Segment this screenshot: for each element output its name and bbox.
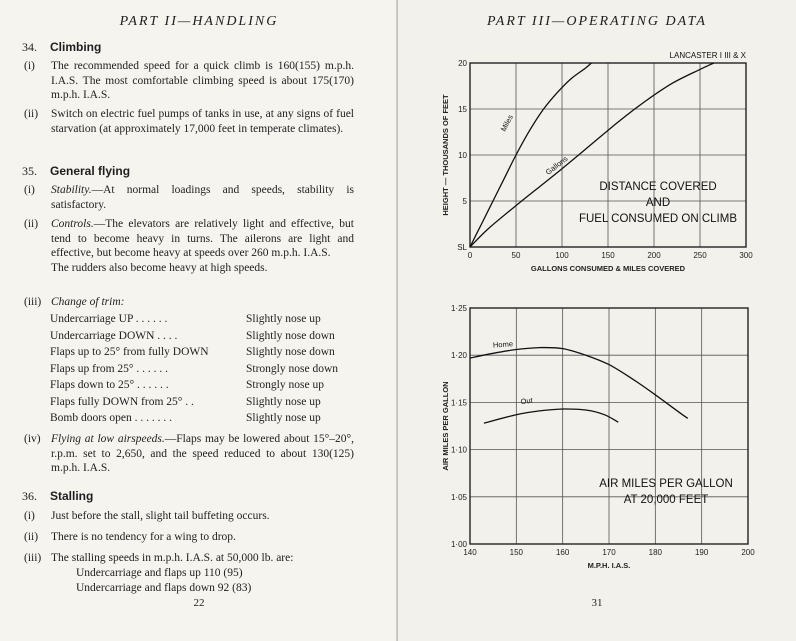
stalling-item-i [24, 509, 354, 524]
chart-title-line: AIR MILES PER GALLON [599, 478, 733, 490]
table-row [50, 379, 360, 396]
y-axis-label: AIR MILES PER GALLON [441, 381, 450, 471]
page-number: 22 [193, 597, 205, 609]
section-title: Climbing [50, 40, 102, 54]
item-number: (ii) [24, 218, 39, 230]
general-flying-item-iii [24, 295, 354, 310]
trim-change: Flaps up to 25° from fully DOWN [50, 346, 209, 358]
section-35-heading [22, 164, 130, 179]
x-tick-label: 200 [741, 548, 755, 557]
item-number: (iv) [24, 433, 41, 445]
item-lead: Change of trim: [51, 296, 125, 308]
trim-change: Flaps fully DOWN from 25° . . [50, 395, 194, 408]
y-tick-label: SL [457, 243, 467, 252]
item-body-2: The rudders also become heavy at high speeds. [51, 261, 268, 274]
section-number: 36. [22, 489, 37, 503]
item-text: Switch on electric fuel pumps of tanks in use, at any signs of fuel starvation (at approximately 17,000 feet in temperate climates). [51, 108, 354, 135]
x-tick-label: 140 [463, 548, 477, 557]
series-label-miles: Miles [498, 113, 515, 133]
item-body: —Flaps may be lowered about 15°–20°, r.p.m. set to 2,650, and the speed reduced to about 130(125) m.p.h. I.A.S. [51, 433, 354, 475]
trim-effect: Slightly nose up [246, 313, 321, 325]
item-lead: Stability. [51, 184, 92, 196]
series-label-gallons: Gallons [543, 154, 570, 177]
right-page-header: PART III—OPERATING DATA [487, 14, 707, 29]
item-text: The recommended speed for a quick climb is 160(155) m.p.h. I.A.S. The most comfortable climbing speed is about 175(170) m.p.h. I.A.S. [51, 60, 354, 102]
right-page [398, 0, 796, 641]
trim-change: Flaps down to 25° . . . . . . [50, 379, 169, 391]
y-tick-label: 1·25 [450, 304, 467, 313]
x-tick-label: 250 [693, 251, 707, 260]
x-tick-label: 100 [555, 251, 569, 260]
item-text: There is no tendency for a wing to drop. [51, 531, 236, 543]
y-tick-label: 20 [458, 59, 467, 68]
section-number: 34. [22, 40, 37, 54]
stalling-speeds [76, 566, 251, 595]
x-axis-label: M.P.H. I.A.S. [587, 561, 631, 570]
item-text [51, 217, 354, 275]
table-row [50, 412, 360, 429]
x-tick-label: 160 [555, 548, 570, 557]
item-body: —At normal loadings and speeds, stability is satisfactory. [51, 184, 354, 211]
table-row [50, 396, 360, 413]
y-tick-label: 1·05 [450, 492, 467, 502]
general-flying-item-iv [24, 432, 354, 476]
item-body: —The elevators are relatively light and effective, but tend to become heavy in turns. The ailerons are light and effective, but become heavy at speeds over 260 m.p.h. I.A.S. [51, 218, 354, 260]
series-label-home: Home [492, 339, 514, 350]
table-row [50, 346, 360, 363]
table-row [50, 313, 360, 330]
x-tick-label: 0 [467, 251, 473, 260]
chart-corner-label: LANCASTER I III & X [669, 51, 746, 60]
item-text: The stalling speeds in m.p.h. I.A.S. at 50,000 lb. are: [51, 552, 294, 564]
trim-effect: Strongly nose up [246, 379, 324, 391]
series-label-out: Out [519, 395, 534, 407]
trim-effect: Slightly nose up [246, 412, 321, 424]
item-number: (i) [24, 510, 35, 522]
item-number: (i) [24, 60, 35, 72]
trim-effect: Slightly nose down [246, 346, 335, 358]
x-tick-label: 150 [601, 251, 615, 260]
y-tick-label: 1·20 [450, 351, 467, 361]
stalling-item-iii [24, 551, 354, 566]
section-title: Stalling [50, 489, 94, 503]
item-number: (ii) [24, 531, 39, 543]
table-row [50, 330, 360, 347]
x-axis-label: GALLONS CONSUMED & MILES COVERED [530, 264, 686, 273]
trim-effect: Slightly nose up [246, 395, 321, 408]
item-number: (iii) [24, 296, 42, 308]
item-lead: Controls. [51, 218, 94, 230]
section-title: General flying [50, 164, 131, 178]
climbing-item-i [24, 59, 354, 103]
chart-title-line: FUEL CONSUMED ON CLIMB [578, 213, 738, 225]
section-number: 35. [22, 164, 37, 178]
stall-speed-line: Undercarriage and flaps down 92 (83) [76, 581, 252, 594]
item-lead: Flying at low airspeeds. [51, 433, 165, 445]
x-tick-label: 170 [602, 548, 616, 557]
x-tick-label: 190 [694, 548, 709, 557]
climbing-item-ii [24, 107, 354, 136]
table-row [50, 363, 360, 380]
trim-change: Flaps up from 25° . . . . . . [50, 362, 168, 375]
y-axis-label: HEIGHT — THOUSANDS OF FEET [441, 94, 450, 216]
chart-title-line: AT 20,000 FEET [623, 494, 709, 506]
item-number: (iii) [24, 552, 42, 564]
chart-title-line: AND [645, 197, 671, 209]
y-tick-label: 1·15 [450, 398, 467, 408]
trim-change: Bomb doors open . . . . . . . [50, 412, 173, 424]
section-34-heading [22, 40, 101, 55]
trim-effect: Strongly nose down [246, 362, 338, 375]
stalling-item-ii [24, 530, 354, 545]
x-tick-label: 200 [647, 251, 661, 260]
item-text: Just before the stall, slight tail buffeting occurs. [51, 510, 270, 522]
trim-change: Undercarriage UP . . . . . . [50, 313, 168, 325]
trim-change-table [50, 313, 360, 429]
general-flying-item-i [24, 183, 354, 212]
section-36-heading [22, 489, 93, 504]
page-number: 31 [591, 597, 603, 609]
item-text [51, 183, 354, 212]
y-tick-label: 10 [458, 151, 467, 160]
item-number: (ii) [24, 108, 39, 120]
charts-svg [398, 0, 796, 641]
y-tick-label: 15 [458, 105, 467, 114]
trim-change: Undercarriage DOWN . . . . [50, 329, 178, 342]
item-text [51, 432, 354, 476]
x-tick-label: 300 [739, 251, 753, 260]
x-tick-label: 150 [509, 548, 524, 557]
series-line-out [484, 409, 618, 423]
x-tick-label: 180 [648, 548, 663, 557]
left-page-header: PART II—HANDLING [119, 14, 279, 29]
item-number: (i) [24, 184, 35, 196]
chart-title-line: DISTANCE COVERED [599, 181, 717, 193]
y-tick-label: 5 [462, 197, 467, 206]
general-flying-item-ii [24, 217, 354, 275]
y-tick-label: 1·00 [450, 540, 467, 549]
stall-speed-line: Undercarriage and flaps up 110 (95) [76, 567, 243, 579]
y-tick-label: 1·10 [450, 445, 467, 455]
x-tick-label: 50 [511, 251, 521, 260]
trim-effect: Slightly nose down [246, 329, 335, 342]
